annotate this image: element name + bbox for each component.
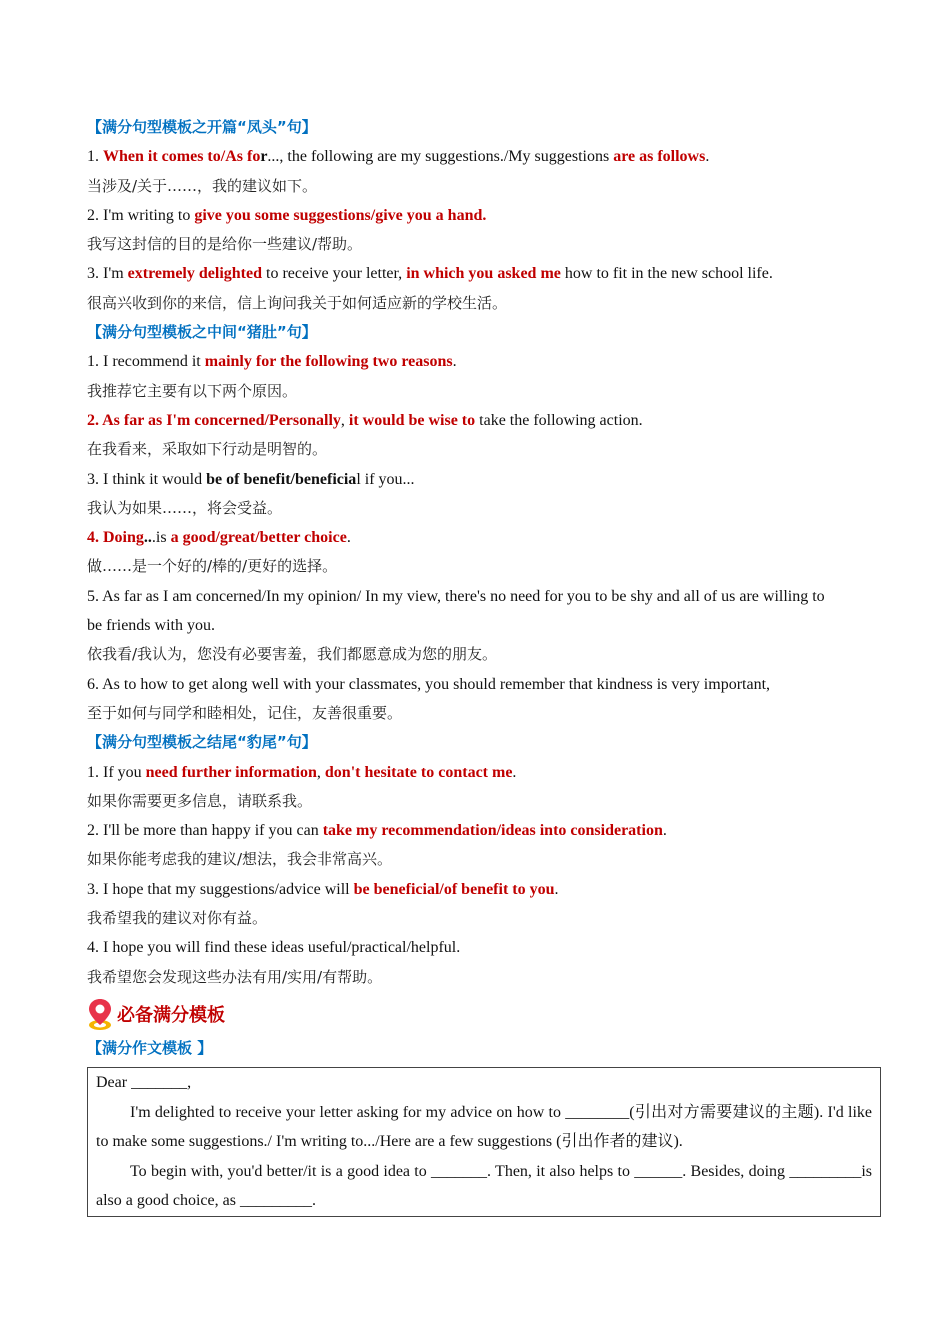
text-segment: . xyxy=(346,529,351,547)
key-phrase: don't hesitate to contact me xyxy=(324,763,513,781)
text-segment: 6. As to how to get along well with your classmates, you should remember that kindness is very important, xyxy=(87,675,771,693)
template-heading: 【满分作文模板 】 xyxy=(87,1038,213,1057)
template-paragraph-2: To begin with, you'd better/it is a good idea to _______. Then, it also helps to ______. Besides, doing _________is also a good choice, as _________. xyxy=(96,1162,872,1210)
text-segment: 5. As far as I am concerned/In my opinion/ In my view, there's no need for you to be shy and all of us are willing to xyxy=(87,587,825,605)
text-segment: 依我看/我认为，您没有必要害羞，我们都愿意成为您的朋友。 xyxy=(87,645,498,664)
key-phrase: be beneficial/of benefit to you xyxy=(353,880,555,898)
english-sentence-line xyxy=(87,670,877,699)
key-phrase: When it comes to/As fo xyxy=(103,148,261,166)
text-segment: 如果你需要更多信息，请联系我。 xyxy=(87,791,313,810)
english-sentence-line xyxy=(87,406,877,435)
text-segment: 至于如何与同学和睦相处，记住，友善很重要。 xyxy=(87,703,403,722)
english-sentence-line xyxy=(87,201,877,230)
english-sentence-line xyxy=(87,347,877,376)
text-segment: 我认为如果……，将会受益。 xyxy=(87,498,283,517)
key-phrase: 4. Doing xyxy=(87,529,144,547)
text-segment: 1. If you xyxy=(87,763,146,781)
text-segment: 在我看来，采取如下行动是明智的。 xyxy=(87,440,328,459)
chinese-translation-line xyxy=(87,230,877,259)
text-segment: 1. xyxy=(87,148,103,166)
key-phrase: in which you asked me xyxy=(406,265,561,283)
text-segment: .is xyxy=(151,529,171,547)
text-segment: . xyxy=(662,822,667,840)
text-segment: , xyxy=(340,411,349,429)
template-paragraph-1: I'm delighted to receive your letter asking for my advice on how to ________(引出对方需要建议的主题). I'd like to make some suggestions./ I'm writing to.../Here are a few suggestions (引出作者的建议). xyxy=(96,1103,872,1151)
text-segment: 4. I hope you will find these ideas useful/practical/helpful. xyxy=(87,939,461,957)
text-segment: 我希望您会发现这些办法有用/实用/有帮助。 xyxy=(87,967,383,986)
section-title: 必备满分模板 xyxy=(117,1004,225,1026)
section-header xyxy=(87,994,877,1034)
english-sentence-line xyxy=(87,933,877,962)
english-sentence-line xyxy=(87,875,877,904)
subsection-heading xyxy=(87,728,877,757)
key-phrase: a good/great/better choice xyxy=(170,529,347,547)
text-segment: l if you... xyxy=(356,470,415,488)
english-sentence-line xyxy=(87,816,877,845)
text-segment: 2. I'll be more than happy if you can xyxy=(87,822,323,840)
subsection-heading xyxy=(87,318,877,347)
text-segment: 3. I think it would xyxy=(87,470,207,488)
chinese-translation-line xyxy=(87,845,877,874)
text-segment: 【满分句型模板之中间“猪肚”句】 xyxy=(87,323,317,342)
text-segment: 很高兴收到你的来信，信上询问我关于如何适应新的学校生活。 xyxy=(87,293,508,312)
english-sentence-line xyxy=(87,611,877,640)
text-segment: 当涉及/关于……，我的建议如下。 xyxy=(87,176,318,195)
text-segment: . xyxy=(705,148,710,166)
text-segment: to receive your letter, xyxy=(262,265,407,283)
chinese-translation-line xyxy=(87,787,877,816)
chinese-translation-line xyxy=(87,494,877,523)
location-pin-icon xyxy=(87,997,113,1031)
chinese-translation-line xyxy=(87,289,877,318)
chinese-translation-line xyxy=(87,377,877,406)
text-segment: , xyxy=(316,763,325,781)
text-segment: 我推荐它主要有以下两个原因。 xyxy=(87,381,298,400)
english-sentence-line xyxy=(87,142,877,171)
chinese-translation-line xyxy=(87,963,877,992)
chinese-translation-line xyxy=(87,552,877,581)
key-phrase: mainly for the following two reasons xyxy=(204,353,453,371)
text-segment: be of benefit/beneficia xyxy=(206,470,357,488)
key-phrase: give you some suggestions/give you a hand. xyxy=(194,206,487,224)
key-phrase: it would be wise to xyxy=(348,411,476,429)
text-segment: 我希望我的建议对你有益。 xyxy=(87,909,268,928)
text-segment: 如果你能考虑我的建议/想法，我会非常高兴。 xyxy=(87,850,393,869)
subsection-heading xyxy=(87,113,877,142)
chinese-translation-line xyxy=(87,699,877,728)
key-phrase: extremely delighted xyxy=(127,265,262,283)
key-phrase: need further information xyxy=(145,763,317,781)
essay-template-box xyxy=(87,1067,881,1217)
text-segment: 做……是一个好的/棒的/更好的选择。 xyxy=(87,557,338,576)
text-segment: 2. I'm writing to xyxy=(87,206,195,224)
key-phrase: take my recommendation/ideas into consideration xyxy=(322,822,663,840)
key-phrase: are as follows xyxy=(613,148,706,166)
text-segment: be friends with you. xyxy=(87,617,215,635)
text-segment: 我写这封信的目的是给你一些建议/帮助。 xyxy=(87,235,363,254)
text-segment: 3. I'm xyxy=(87,265,128,283)
text-segment: 【满分句型模板之开篇“凤头”句】 xyxy=(87,118,317,136)
template-salutation: Dear _______, xyxy=(96,1074,192,1092)
text-segment: 1. I recommend it xyxy=(87,353,205,371)
text-segment: how to fit in the new school life. xyxy=(560,265,773,283)
text-segment: 【满分句型模板之结尾“豹尾”句】 xyxy=(87,733,317,752)
english-sentence-line xyxy=(87,523,877,552)
chinese-translation-line xyxy=(87,640,877,669)
text-segment: . xyxy=(554,880,559,898)
document-content xyxy=(87,113,877,1217)
text-segment: . xyxy=(512,763,517,781)
text-segment: .. xyxy=(143,529,152,547)
chinese-translation-line xyxy=(87,904,877,933)
key-phrase: 2. As far as I'm concerned/Personally xyxy=(87,411,341,429)
chinese-translation-line xyxy=(87,172,877,201)
sentence-template-list xyxy=(87,113,877,992)
english-sentence-line xyxy=(87,758,877,787)
text-segment: r xyxy=(260,148,268,166)
english-sentence-line xyxy=(87,465,877,494)
text-segment: ..., the following are my suggestions./My suggestions xyxy=(267,148,614,166)
english-sentence-line xyxy=(87,582,877,611)
text-segment: . xyxy=(452,353,457,371)
chinese-translation-line xyxy=(87,435,877,464)
english-sentence-line xyxy=(87,259,877,288)
text-segment: 3. I hope that my suggestions/advice will xyxy=(87,880,354,898)
text-segment: take the following action. xyxy=(475,411,643,429)
